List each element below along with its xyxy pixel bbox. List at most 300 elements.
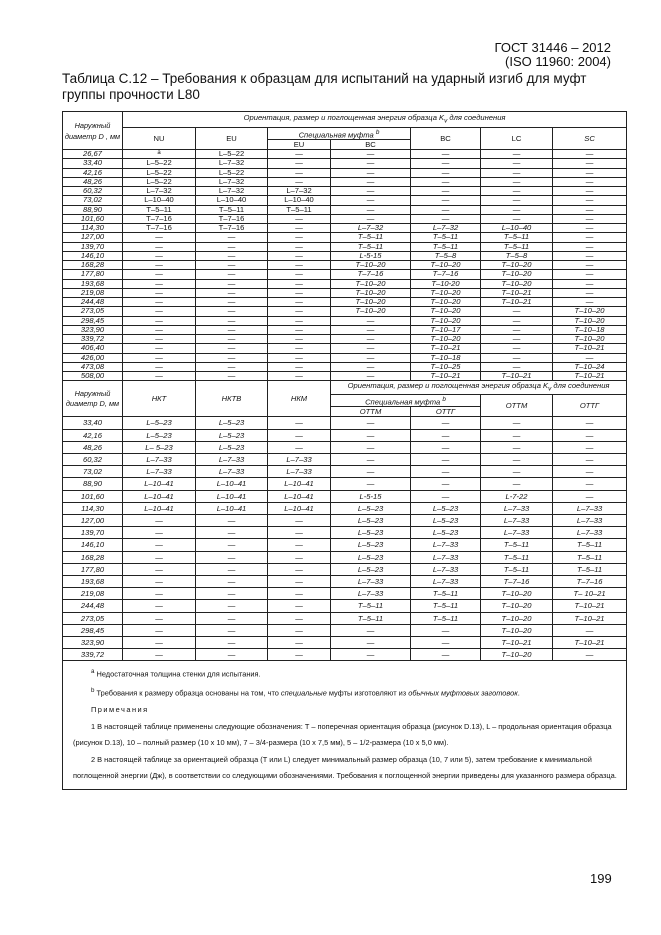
- value-cell: T–10–25: [411, 362, 481, 371]
- value-cell: T–10–20: [411, 298, 481, 307]
- value-cell: T–10–20: [553, 316, 627, 325]
- table-row: [63, 417, 627, 429]
- value-cell: L–10–40: [268, 196, 331, 205]
- value-cell: —: [481, 325, 553, 334]
- value-cell: —: [411, 490, 481, 502]
- value-cell: —: [268, 261, 331, 270]
- value-cell: —: [553, 261, 627, 270]
- value-cell: —: [196, 316, 268, 325]
- t2-col-ottm: ОТТМ: [481, 394, 553, 417]
- diameter-cell: 146,10: [63, 251, 123, 260]
- value-cell: —: [196, 307, 268, 316]
- value-cell: —: [411, 441, 481, 453]
- value-cell: —: [481, 478, 553, 490]
- diameter-cell: 323,90: [63, 325, 123, 334]
- value-cell: T–10–21: [481, 288, 553, 297]
- diameter-cell: 60,32: [63, 187, 123, 196]
- diameter-cell: 48,26: [63, 441, 123, 453]
- value-cell: T–10–21: [481, 372, 553, 381]
- note-1: 1 В настоящей таблице применены следующие обозначения: Т – поперечная ориентация образца (рисунок D.13), L – продольная ориентация образца (рисунок D.13), 10 – полный размер (10 х 10 мм), 7 – 3/4-размера (10 х 7,5 мм), 5 – 1/2-размера (10 х 5,0 мм).: [73, 721, 612, 748]
- value-cell: L-7-22: [481, 490, 553, 502]
- value-cell: T–10–20: [411, 335, 481, 344]
- value-cell: T–5–11: [411, 612, 481, 624]
- value-cell: —: [196, 288, 268, 297]
- table-row: [63, 261, 627, 270]
- table-row: [63, 298, 627, 307]
- value-cell: T–5–11: [481, 242, 553, 251]
- value-cell: —: [268, 214, 331, 223]
- diameter-cell: 323,90: [63, 637, 123, 649]
- value-cell: —: [123, 600, 196, 612]
- value-cell: —: [123, 242, 196, 251]
- value-cell: T–7–16: [196, 224, 268, 233]
- value-cell: T–7–16: [123, 214, 196, 223]
- value-cell: —: [331, 624, 411, 636]
- value-cell: T–7–16: [411, 270, 481, 279]
- value-cell: T–5–11: [331, 233, 411, 242]
- diameter-cell: 139,70: [63, 527, 123, 539]
- value-cell: —: [331, 353, 411, 362]
- value-cell: —: [196, 575, 268, 587]
- value-cell: —: [123, 612, 196, 624]
- value-cell: —: [553, 478, 627, 490]
- value-cell: L–7–32: [268, 187, 331, 196]
- value-cell: T–5–11: [411, 233, 481, 242]
- value-cell: —: [331, 478, 411, 490]
- value-cell: L–5–22: [123, 168, 196, 177]
- value-cell: —: [481, 453, 553, 465]
- value-cell: T–10–21: [553, 637, 627, 649]
- diameter-cell: 88,90: [63, 205, 123, 214]
- t2-col-diameter-header: Наружный диаметр D, мм: [63, 381, 123, 417]
- table-row: [63, 453, 627, 465]
- value-cell: T–10–20: [553, 335, 627, 344]
- value-cell: —: [331, 441, 411, 453]
- value-cell: T–5–11: [481, 551, 553, 563]
- table-row: [63, 539, 627, 551]
- t2-col-nkt: НКТ: [123, 381, 196, 417]
- value-cell: T–5–11: [123, 205, 196, 214]
- value-cell: T–7–16: [553, 575, 627, 587]
- value-cell: L–7–33: [123, 453, 196, 465]
- value-cell: T–10–20: [481, 649, 553, 661]
- value-cell: —: [196, 588, 268, 600]
- value-cell: L–10–41: [268, 490, 331, 502]
- value-cell: —: [331, 168, 411, 177]
- value-cell: —: [553, 177, 627, 186]
- value-cell: L–5–23: [331, 514, 411, 526]
- value-cell: —: [481, 335, 553, 344]
- value-cell: —: [331, 453, 411, 465]
- value-cell: —: [196, 261, 268, 270]
- value-cell: —: [123, 288, 196, 297]
- diameter-cell: 244,48: [63, 600, 123, 612]
- value-cell: T–5–11: [411, 242, 481, 251]
- value-cell: L–5–22: [123, 177, 196, 186]
- value-cell: T–10–20: [411, 288, 481, 297]
- table-row: [63, 353, 627, 362]
- value-cell: —: [268, 429, 331, 441]
- t1-group-header: Ориентация, размер и поглощенная энергия образца $K_v$ для соединения: [123, 112, 627, 128]
- value-cell: —: [481, 214, 553, 223]
- value-cell: T–5–11: [481, 233, 553, 242]
- value-cell: —: [553, 624, 627, 636]
- diameter-cell: 168,28: [63, 261, 123, 270]
- value-cell: —: [196, 270, 268, 279]
- table-row: [63, 362, 627, 371]
- table-row: [63, 563, 627, 575]
- value-cell: —: [481, 159, 553, 168]
- value-cell: —: [268, 637, 331, 649]
- value-cell: —: [268, 551, 331, 563]
- value-cell: —: [331, 159, 411, 168]
- value-cell: —: [123, 551, 196, 563]
- value-cell: L–5–22: [196, 168, 268, 177]
- value-cell: —: [123, 298, 196, 307]
- value-cell: —: [331, 649, 411, 661]
- value-cell: —: [196, 325, 268, 334]
- value-cell: —: [411, 214, 481, 223]
- value-cell: L–5–22: [196, 150, 268, 159]
- value-cell: —: [268, 316, 331, 325]
- table-row: [63, 649, 627, 661]
- value-cell: —: [196, 279, 268, 288]
- value-cell: —: [123, 514, 196, 526]
- value-cell: —: [196, 600, 268, 612]
- value-cell: L–7–33: [268, 466, 331, 478]
- table-row: [63, 527, 627, 539]
- value-cell: —: [411, 187, 481, 196]
- value-cell: T–10–20: [411, 316, 481, 325]
- value-cell: —: [411, 177, 481, 186]
- value-cell: —: [553, 353, 627, 362]
- notes-cell: [63, 661, 627, 789]
- value-cell: —: [331, 177, 411, 186]
- value-cell: T–10–20: [481, 588, 553, 600]
- table-row: [63, 233, 627, 242]
- table-row: [63, 242, 627, 251]
- t1-col-bc: BC: [411, 127, 481, 150]
- value-cell: —: [123, 527, 196, 539]
- value-cell: —: [553, 224, 627, 233]
- value-cell: L–10–40: [123, 196, 196, 205]
- value-cell: —: [123, 637, 196, 649]
- t1-col-special-eu: EU: [268, 140, 331, 150]
- diameter-cell: 139,70: [63, 242, 123, 251]
- value-cell: T–10–20: [481, 612, 553, 624]
- value-cell: L–7–33: [553, 514, 627, 526]
- value-cell: —: [196, 612, 268, 624]
- value-cell: L–5–23: [331, 563, 411, 575]
- value-cell: —: [553, 242, 627, 251]
- t2-col-special-ottg: ОТТГ: [411, 407, 481, 417]
- value-cell: —: [123, 649, 196, 661]
- value-cell: —: [196, 514, 268, 526]
- value-cell: T–10–21: [553, 600, 627, 612]
- t1-col-special-bc: BC: [331, 140, 411, 150]
- diameter-cell: 26,67: [63, 150, 123, 159]
- value-cell: —: [411, 649, 481, 661]
- value-cell: —: [411, 168, 481, 177]
- value-cell: —: [553, 649, 627, 661]
- value-cell: —: [123, 624, 196, 636]
- value-cell: L–7–33: [553, 527, 627, 539]
- value-cell: L–7–32: [411, 224, 481, 233]
- value-cell: —: [123, 372, 196, 381]
- footnote-b: $^b$ Требования к размеру образца основаны на том, что специальные муфты изготовляют из обычных муфтовых заготовок.: [91, 687, 520, 698]
- value-cell: T–10–20: [331, 261, 411, 270]
- value-cell: —: [481, 417, 553, 429]
- value-cell: —: [553, 429, 627, 441]
- value-cell: L–7–32: [196, 187, 268, 196]
- value-cell: —: [411, 624, 481, 636]
- value-cell: T–5–11: [331, 600, 411, 612]
- value-cell: T–5–11: [268, 205, 331, 214]
- value-cell: L–7–33: [123, 466, 196, 478]
- diameter-cell: 73,02: [63, 466, 123, 478]
- value-cell: —: [411, 196, 481, 205]
- value-cell: —: [331, 214, 411, 223]
- diameter-cell: 177,80: [63, 270, 123, 279]
- value-cell: L–7–33: [411, 551, 481, 563]
- value-cell: —: [268, 527, 331, 539]
- value-cell: L– 5–23: [123, 441, 196, 453]
- t1-special-coupling-header: Специальная муфта $^b$: [268, 127, 411, 140]
- table-row: [63, 490, 627, 502]
- table-row: [63, 325, 627, 334]
- value-cell: L–10–41: [123, 502, 196, 514]
- value-cell: —: [268, 150, 331, 159]
- value-cell: —: [481, 168, 553, 177]
- value-cell: T–10–20: [331, 279, 411, 288]
- value-cell: L-5-15: [331, 251, 411, 260]
- value-cell: —: [268, 242, 331, 251]
- value-cell: —: [196, 372, 268, 381]
- value-cell: —: [481, 344, 553, 353]
- table-row: [63, 214, 627, 223]
- diameter-cell: 146,10: [63, 539, 123, 551]
- value-cell: —: [411, 466, 481, 478]
- footnote-a: $^a$ Недостаточная толщина стенки для испытания.: [91, 668, 261, 679]
- table-row: [63, 196, 627, 205]
- t2-col-special-ottm: ОТТМ: [331, 407, 411, 417]
- diameter-cell: 508,00: [63, 372, 123, 381]
- value-cell: T–10–18: [411, 353, 481, 362]
- value-cell: L–7–32: [123, 187, 196, 196]
- value-cell: L–5–23: [331, 502, 411, 514]
- page-number: 199: [590, 871, 612, 886]
- value-cell: —: [268, 298, 331, 307]
- value-cell: —: [481, 150, 553, 159]
- value-cell: —: [553, 279, 627, 288]
- diameter-cell: 60,32: [63, 453, 123, 465]
- value-cell: —: [331, 325, 411, 334]
- diameter-cell: 114,30: [63, 224, 123, 233]
- table-row: [63, 514, 627, 526]
- value-cell: T–10–20: [553, 307, 627, 316]
- value-cell: T–10–21: [553, 612, 627, 624]
- table-row: [63, 316, 627, 325]
- value-cell: —: [553, 214, 627, 223]
- value-cell: —: [268, 575, 331, 587]
- value-cell: T–7–16: [123, 224, 196, 233]
- value-cell: —: [268, 539, 331, 551]
- value-cell: L–7–33: [411, 575, 481, 587]
- value-cell: —: [268, 563, 331, 575]
- diameter-cell: 473,08: [63, 362, 123, 371]
- value-cell: —: [411, 429, 481, 441]
- value-cell: —: [553, 251, 627, 260]
- table-row: [63, 205, 627, 214]
- value-cell: —: [481, 466, 553, 478]
- value-cell: —: [481, 187, 553, 196]
- table-row: [63, 279, 627, 288]
- value-cell: —: [268, 344, 331, 353]
- value-cell: —: [553, 150, 627, 159]
- table-row: [63, 502, 627, 514]
- table-row: [63, 588, 627, 600]
- diameter-cell: 73,02: [63, 196, 123, 205]
- value-cell: L–5–23: [331, 527, 411, 539]
- diameter-cell: 193,68: [63, 279, 123, 288]
- value-cell: L–7–33: [481, 502, 553, 514]
- value-cell: —: [268, 233, 331, 242]
- diameter-cell: 48,26: [63, 177, 123, 186]
- value-cell: —: [123, 261, 196, 270]
- value-cell: T–5–8: [411, 251, 481, 260]
- table-row: [63, 478, 627, 490]
- value-cell: —: [268, 600, 331, 612]
- value-cell: T–7–16: [331, 270, 411, 279]
- note-2: 2 В настоящей таблице за ориентацией образца (Т или L) следует минимальный размер образца (10, 7 или 5), затем требование к минимальной поглощенной энергии (Дж), в соответствии со следующими обозначениями. Требования к поглощенной энергии приведены для указанного размера образца.: [73, 754, 617, 781]
- t2-col-ottg: ОТТГ: [553, 394, 627, 417]
- value-cell: —: [268, 251, 331, 260]
- value-cell: —: [196, 539, 268, 551]
- table-row: [63, 637, 627, 649]
- value-cell: T–5–8: [481, 251, 553, 260]
- diameter-cell: 168,28: [63, 551, 123, 563]
- value-cell: T–5–11: [481, 539, 553, 551]
- value-cell: L–7–33: [196, 466, 268, 478]
- value-cell: T–10–20: [481, 279, 553, 288]
- value-cell: —: [268, 362, 331, 371]
- value-cell: —: [123, 270, 196, 279]
- value-cell: T–10–21: [411, 344, 481, 353]
- t1-col-nu: NU: [123, 127, 196, 150]
- value-cell: —: [196, 551, 268, 563]
- value-cell: L–5–23: [331, 551, 411, 563]
- value-cell: T–10–24: [553, 362, 627, 371]
- value-cell: —: [123, 539, 196, 551]
- table-row: [63, 600, 627, 612]
- value-cell: L–10–40: [481, 224, 553, 233]
- value-cell: T–7–16: [481, 575, 553, 587]
- value-cell: —: [268, 307, 331, 316]
- value-cell: T–10–20: [331, 307, 411, 316]
- value-cell: —: [331, 205, 411, 214]
- value-cell: —: [123, 316, 196, 325]
- value-cell: L–7–33: [411, 539, 481, 551]
- t2-group-header: Ориентация, размер и поглощенная энергия образца $K_v$ для соединения: [331, 381, 627, 395]
- table-row: [63, 270, 627, 279]
- diameter-cell: 426,00: [63, 353, 123, 362]
- value-cell: —: [123, 362, 196, 371]
- table-notes: [63, 661, 627, 789]
- value-cell: T–10–17: [411, 325, 481, 334]
- value-cell: —: [268, 588, 331, 600]
- value-cell: T–7–16: [196, 214, 268, 223]
- value-cell: —: [123, 344, 196, 353]
- value-cell: —: [123, 575, 196, 587]
- value-cell: T–10–20: [411, 261, 481, 270]
- value-cell: —: [331, 335, 411, 344]
- value-cell: —: [481, 205, 553, 214]
- value-cell: —: [268, 335, 331, 344]
- value-cell: —: [553, 196, 627, 205]
- value-cell: L–7–32: [196, 159, 268, 168]
- iso-reference: (ISO 11960: 2004): [505, 54, 611, 69]
- value-cell: T–5–11: [411, 600, 481, 612]
- value-cell: —: [481, 353, 553, 362]
- diameter-cell: 33,40: [63, 159, 123, 168]
- diameter-cell: 101,60: [63, 214, 123, 223]
- value-cell: —: [553, 453, 627, 465]
- value-cell: —: [268, 353, 331, 362]
- value-cell: T–5–11: [196, 205, 268, 214]
- value-cell: L–10–41: [268, 502, 331, 514]
- value-cell: L–5–23: [411, 527, 481, 539]
- table-title: Таблица С.12 – Требования к образцам для испытаний на ударный изгиб для муфт группы прочности L80: [62, 71, 587, 102]
- diameter-cell: 339,72: [63, 649, 123, 661]
- table-row: [63, 551, 627, 563]
- diameter-cell: 298,45: [63, 624, 123, 636]
- value-cell: —: [268, 159, 331, 168]
- value-cell: L–7–33: [481, 527, 553, 539]
- value-cell: L–10–41: [123, 478, 196, 490]
- value-cell: —: [268, 224, 331, 233]
- value-cell: —: [331, 344, 411, 353]
- value-cell: —: [123, 251, 196, 260]
- value-cell: a: [123, 150, 196, 159]
- value-cell: —: [196, 233, 268, 242]
- table-row: [63, 288, 627, 297]
- value-cell: L–5–23: [123, 417, 196, 429]
- value-cell: —: [331, 372, 411, 381]
- value-cell: —: [331, 429, 411, 441]
- value-cell: —: [331, 466, 411, 478]
- value-cell: —: [196, 649, 268, 661]
- diameter-cell: 127,00: [63, 514, 123, 526]
- diameter-cell: 101,60: [63, 490, 123, 502]
- requirements-table: [62, 111, 627, 790]
- table-row: [63, 429, 627, 441]
- value-cell: T–10–21: [481, 298, 553, 307]
- value-cell: —: [553, 159, 627, 168]
- table-section-1: [63, 112, 627, 381]
- value-cell: —: [268, 441, 331, 453]
- value-cell: —: [331, 316, 411, 325]
- document-header: [495, 41, 611, 69]
- value-cell: L–5–23: [196, 441, 268, 453]
- value-cell: —: [411, 417, 481, 429]
- table-row: [63, 251, 627, 260]
- value-cell: —: [196, 251, 268, 260]
- value-cell: T–10–20: [481, 624, 553, 636]
- value-cell: L–5–23: [411, 514, 481, 526]
- diameter-cell: 298,45: [63, 316, 123, 325]
- value-cell: —: [553, 441, 627, 453]
- value-cell: —: [553, 270, 627, 279]
